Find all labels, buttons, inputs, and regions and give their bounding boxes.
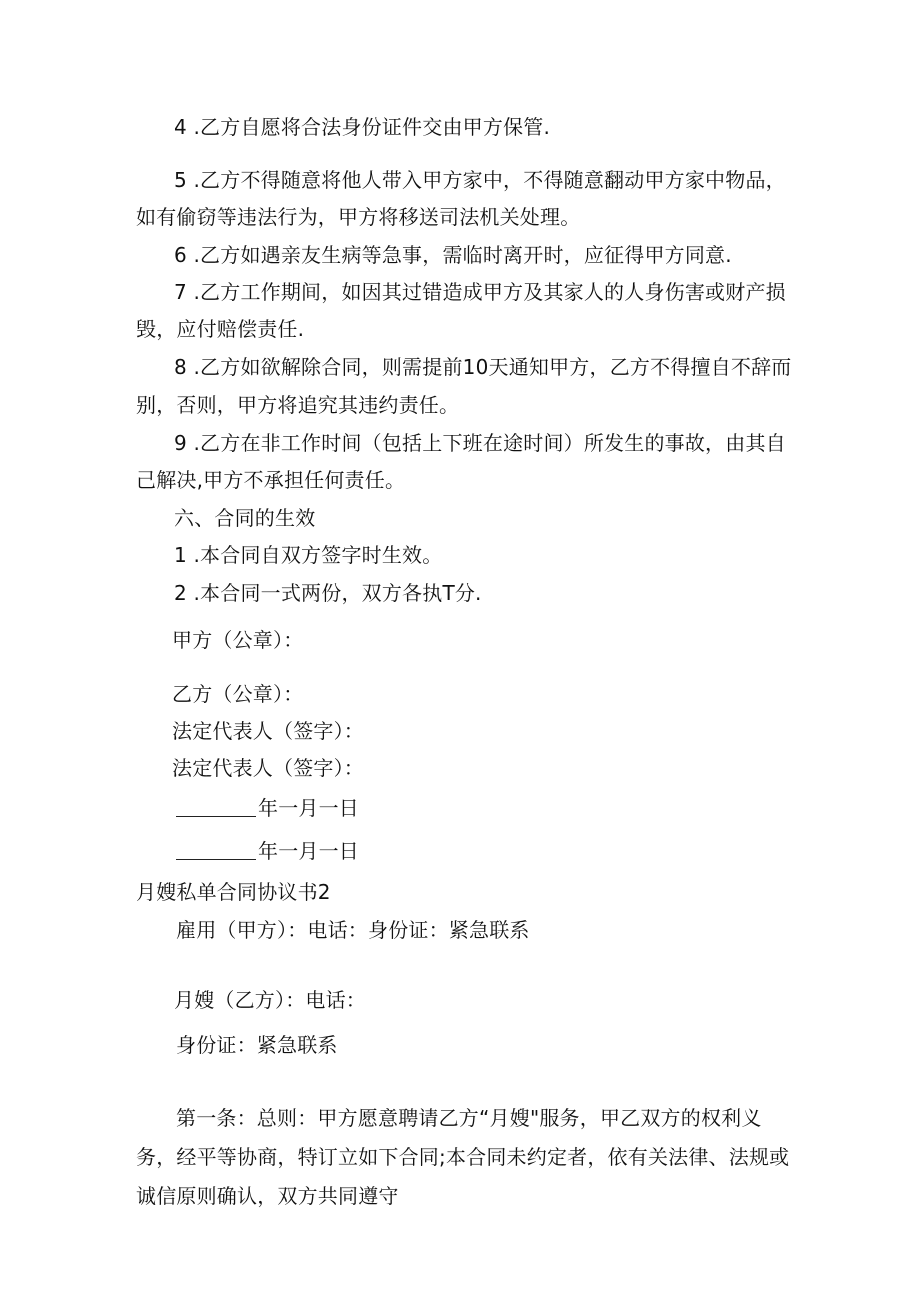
clause-9-line-1: 9 .乙方在非工作时间（包括上下班在途时间）所发生的事故，由其自 [174,431,786,455]
employer-info: 雇用（甲方）：电话：身份证：紧急联系 [176,918,530,942]
clause-5-line-1: 5 .乙方不得随意将他人带入甲方家中，不得随意翻动甲方家中物品， [174,168,786,192]
date-line [176,796,359,818]
contract-2-title: 月嫂私单合同协议书2 [136,880,331,904]
effect-clause-2: 2 .本合同一式两份，双方各执T分. [174,581,482,605]
nanny-info: 月嫂（乙方）：电话： [174,988,366,1012]
year-blank [176,796,256,817]
clause-8-line-1: 8 .乙方如欲解除合同，则需提前10天通知甲方，乙方不得擅自不辞而 [174,355,792,379]
clause-8-line-2: 别，否则，甲方将追究其违约责任。 [136,393,460,417]
effect-clause-1: 1 .本合同自双方签字时生效。 [174,543,443,567]
article-one-line-1: 第一条：总则：甲方愿意聘请乙方“月嫂"服务，甲乙双方的权利义 [176,1106,762,1130]
clause-5-line-2: 如有偷窃等违法行为，甲方将移送司法机关处理。 [136,205,581,229]
party-b-seal-label: 乙方（公章）： [172,682,304,706]
clause-6: 6 .乙方如遇亲友生病等急事，需临时离开时，应征得甲方同意. [174,243,732,267]
clause-7-line-2: 毁，应付赔偿责任. [136,317,305,341]
date-label: 年一月一日 [258,796,359,820]
clause-9-line-2: 己解决,甲方不承担任何责任。 [136,468,406,492]
nanny-id-info: 身份证：紧急联系 [176,1033,338,1057]
clause-4: 4 .乙方自愿将合法身份证件交由甲方保管. [174,115,550,139]
legal-rep-signature-label: 法定代表人（签字）： [172,756,364,780]
date-line [176,839,359,861]
clause-7-line-1: 7 .乙方工作期间，如因其过错造成甲方及其家人的人身伤害或财产损 [174,280,786,304]
party-a-seal-label: 甲方（公章）： [172,628,304,652]
article-one-line-2: 务，经平等协商，特订立如下合同;本合同未约定者，依有关法律、法规或 [136,1145,790,1169]
section-six-heading: 六、合同的生效 [174,506,316,530]
date-label: 年一月一日 [258,839,359,863]
legal-rep-signature-label: 法定代表人（签字）： [172,719,364,743]
year-blank [176,839,256,860]
article-one-line-3: 诚信原则确认，双方共同遵守 [136,1184,399,1208]
